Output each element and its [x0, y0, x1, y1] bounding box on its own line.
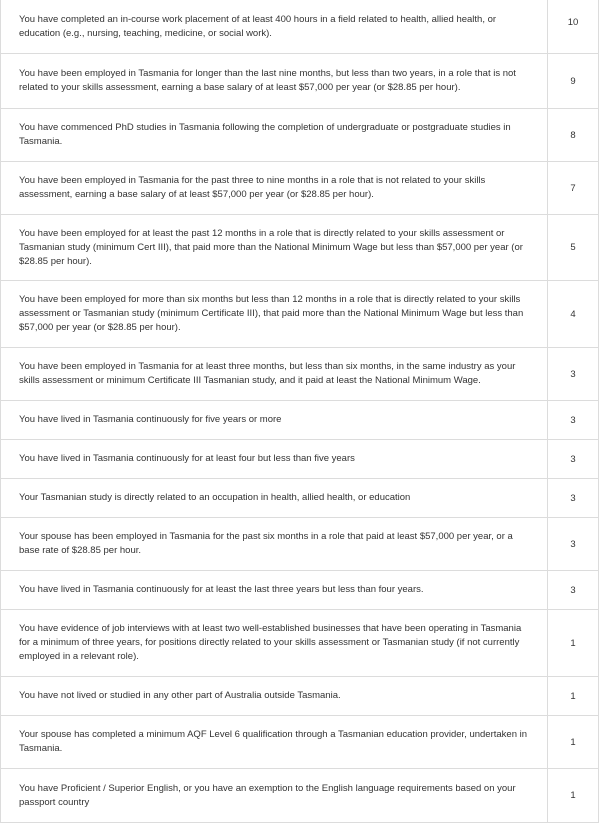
table-row	[1, 347, 598, 400]
table-row	[1, 439, 598, 478]
criteria-cell: You have evidence of job interviews with at least two well-established businesses that have been operating in Tasmania for a minimum of three years, for positions directly related to your skills assessment or Tasmanian study (if not currently employed in a relevant role).	[19, 623, 522, 662]
table-row	[1, 676, 598, 715]
criteria-cell: You have not lived or studied in any other part of Australia outside Tasmania.	[19, 690, 341, 701]
points-cell: 3	[547, 479, 598, 517]
criteria-cell: You have lived in Tasmania continuously for at least the last three years but less than four years.	[19, 584, 424, 595]
points-cell: 1	[547, 610, 598, 676]
table-row	[1, 517, 598, 570]
criteria-cell: You have been employed in Tasmania for at least three months, but less than six months, in the same industry as your skills assessment or minimum Certificate III Tasmanian study, and it paid at least the National Minimum Wage.	[19, 361, 516, 386]
table-row	[1, 768, 598, 823]
table-row	[1, 570, 598, 609]
table-row	[1, 161, 598, 214]
table-row	[1, 108, 598, 161]
table-row	[1, 715, 598, 768]
criteria-cell: You have Proficient / Superior English, or you have an exemption to the English language requirements based on your passport country	[19, 782, 516, 808]
criteria-cell: You have lived in Tasmania continuously for five years or more	[19, 414, 282, 425]
points-cell: 9	[547, 54, 598, 108]
table-row	[1, 280, 598, 347]
points-cell: 3	[547, 348, 598, 400]
points-cell: 1	[547, 677, 598, 715]
criteria-cell: You have commenced PhD studies in Tasmania following the completion of undergraduate or postgraduate studies in Tasmania.	[19, 122, 511, 147]
criteria-cell: Your spouse has been employed in Tasmania for the past six months in a role that paid at least $57,000 per year, or a base rate of $28.85 per hour.	[19, 531, 513, 556]
points-cell: 5	[547, 215, 598, 280]
table-row	[1, 0, 598, 53]
criteria-cell: You have completed an in-course work placement of at least 400 hours in a field related to health, allied health, or education (e.g., nursing, teaching, medicine, or social work).	[19, 13, 497, 39]
table-row	[1, 400, 598, 439]
criteria-cell: You have lived in Tasmania continuously for at least four but less than five years	[19, 453, 355, 464]
points-cell: 1	[547, 716, 598, 768]
table-row	[1, 214, 598, 280]
table-row	[1, 478, 598, 517]
table-row	[1, 609, 598, 676]
points-cell: 3	[547, 401, 598, 439]
points-cell: 3	[547, 440, 598, 478]
criteria-cell: You have been employed in Tasmania for longer than the last nine months, but less than two years, in a role that is not related to your skills assessment, earning a base salary of at least $57,000 per year (or $28.85 per hour).	[19, 68, 516, 93]
points-cell: 4	[547, 281, 598, 347]
table-row	[1, 53, 598, 108]
points-cell: 7	[547, 162, 598, 214]
criteria-cell: You have been employed in Tasmania for the past three to nine months in a role that is not related to your skills assessment, earning a base salary of at least $57,000 per year (or $28.85 per hour).	[19, 175, 486, 200]
points-cell: 1	[547, 769, 598, 822]
points-cell: 3	[547, 571, 598, 609]
criteria-cell: Your spouse has completed a minimum AQF Level 6 qualification through a Tasmanian education provider, undertaken in Tasmania.	[19, 729, 528, 754]
criteria-cell: Your Tasmanian study is directly related to an occupation in health, allied health, or education	[19, 492, 411, 503]
points-cell: 8	[547, 109, 598, 161]
points-cell: 3	[547, 518, 598, 570]
criteria-cell: You have been employed for more than six months but less than 12 months in a role that is directly related to your skills assessment or Tasmanian study (minimum Certificate III), that paid more than the National Minimum Wage but less than $57,000 per year (or $28.85 per hour).	[19, 294, 524, 333]
points-cell: 10	[547, 0, 598, 53]
criteria-cell: You have been employed for at least the past 12 months in a role that is directly related to your skills assessment or Tasmanian study (minimum Cert III), that paid more than the National Minimum Wage but less than $57,000 per year (or $28.85 per hour).	[19, 227, 523, 267]
